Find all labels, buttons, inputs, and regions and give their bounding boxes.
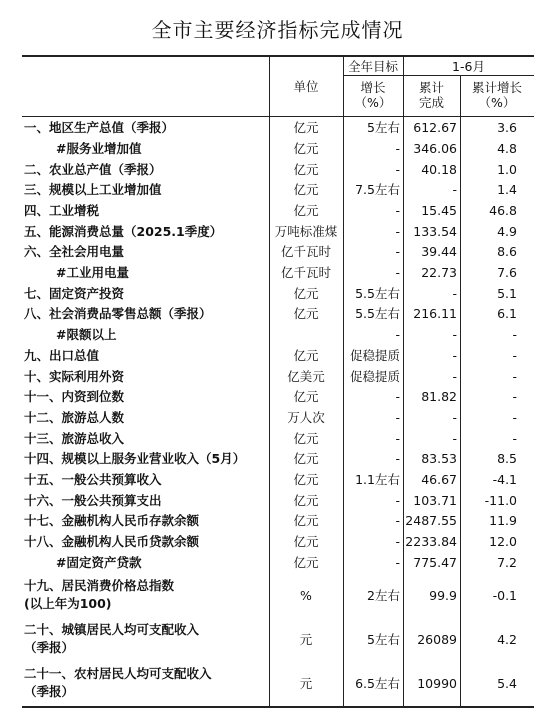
row-target: - [395,141,400,156]
header-target-growth [343,80,403,110]
row-growth: -0.1 [492,588,517,603]
row-name: 十七、金融机构人民币存款余额 [24,513,200,528]
row-growth: - [512,348,517,363]
row-name: 十五、一般公共预算收入 [24,472,162,487]
row-name: #固定资产贷款 [56,555,142,570]
table-bottom-rule [22,706,534,708]
row-name: #限额以上 [56,327,117,342]
row-done: 346.06 [413,141,457,156]
row-unit: 亿元 [293,534,319,549]
row-done: - [452,348,457,363]
row-name: 十三、旅游总收入 [24,431,125,446]
row-name: 十二、旅游总人数 [24,410,125,425]
row-unit: 亿元 [293,141,319,156]
row-unit: 亿元 [293,389,319,404]
row-name: #服务业增加值 [56,141,142,156]
row-unit: 元 [299,632,313,647]
row-done: 15.45 [421,203,457,218]
row-done: 40.18 [421,162,457,177]
row-done: 216.11 [413,306,457,321]
row-done: 133.54 [413,224,457,239]
row-done: 83.53 [421,451,457,466]
page-title: 全市主要经济指标完成情况 [151,18,404,42]
table-top-rule [22,55,534,57]
row-name: 一、地区生产总值（季报） [24,120,175,135]
row-unit: 万吨标准煤 [274,224,338,239]
row-unit: 亿元 [293,203,319,218]
row-target: 1.1左右 [355,472,400,487]
row-name: 二、农业总产值（季报） [24,162,162,177]
row-target: - [395,389,400,404]
row-done: - [452,369,457,384]
header-period-group: 1-6月 [452,59,485,74]
row-target: 2左右 [367,588,400,603]
row-done: 10990 [417,676,457,691]
row-name: 四、工业增税 [24,203,100,218]
row-done: - [452,410,457,425]
row-name: 十、实际利用外资 [24,369,125,384]
row-growth: - [512,327,517,342]
row-target: - [395,410,400,425]
row-target: - [395,244,400,259]
header-target-growth-line1: 增长 [360,80,386,95]
header-bottom-rule [22,116,534,117]
row-name: 六、全社会用电量 [24,244,125,259]
row-target: 5左右 [367,632,400,647]
row-growth: 46.8 [489,203,517,218]
row-done: 775.47 [413,555,457,570]
row-done: 39.44 [421,244,457,259]
header-unit: 单位 [293,79,319,94]
row-target: - [395,265,400,280]
header-cumulative-growth [460,80,534,110]
row-done: - [452,182,457,197]
row-target: 促稳提质 [349,348,400,363]
row-growth: 12.0 [489,534,517,549]
row-unit: 万人次 [287,410,325,425]
header-target-group: 全年目标 [347,59,398,74]
row-target: - [395,162,400,177]
row-unit: 亿元 [293,182,319,197]
header-cumulative-growth-line2: （%） [478,95,516,110]
row-growth: 4.2 [497,632,517,647]
row-name: 十九、居民消费价格总指数 [24,578,175,593]
row-target: - [395,431,400,446]
row-name: #工业用电量 [56,265,129,280]
row-unit: 亿元 [293,348,319,363]
row-target: - [395,513,400,528]
row-growth: 3.6 [497,120,517,135]
row-done: - [452,327,457,342]
row-done: 612.67 [413,120,457,135]
row-growth: 1.0 [497,162,517,177]
row-name: 十一、内资到位数 [24,389,125,404]
header-target-growth-line2: （%） [354,95,392,110]
row-name: 二十一、农村居民人均可支配收入 [24,666,212,681]
row-target: - [395,555,400,570]
header-cumulative-growth-line1: 累计增长 [471,80,522,95]
row-target: 5.5左右 [355,286,400,301]
row-name: 七、固定资产投资 [24,286,125,301]
row-target: - [395,493,400,508]
row-unit: 元 [299,676,313,691]
row-growth: 4.9 [497,224,517,239]
row-target: - [395,451,400,466]
row-unit: 亿元 [293,451,319,466]
row-growth: -4.1 [492,472,517,487]
row-done: 103.71 [413,493,457,508]
header-cumulative [403,80,460,110]
header-cumulative-line1: 累计 [418,80,444,95]
row-target: - [395,534,400,549]
row-growth: -11.0 [484,493,517,508]
row-name: 九、出口总值 [24,348,100,363]
row-growth: 5.4 [497,676,517,691]
row-growth: 7.6 [497,265,517,280]
row-name-note: （季报） [24,684,75,699]
row-growth: 5.1 [497,286,517,301]
row-unit: 亿元 [293,513,319,528]
row-growth: - [512,389,517,404]
row-unit: % [300,588,312,603]
row-growth: 8.6 [497,244,517,259]
row-name-note: (以上年为100) [24,596,112,611]
row-unit: 亿美元 [287,369,325,384]
row-done: 22.73 [421,265,457,280]
row-growth: 6.1 [497,306,517,321]
row-growth: 8.5 [497,451,517,466]
row-unit: 亿元 [293,431,319,446]
row-growth: - [512,410,517,425]
row-done: 99.9 [429,588,457,603]
row-target: 促稳提质 [349,369,400,384]
row-unit: 亿元 [293,472,319,487]
row-name: 二十、城镇居民人均可支配收入 [24,622,200,637]
row-name-note: （季报） [24,640,75,655]
row-target: 5.5左右 [355,306,400,321]
row-unit: 亿元 [293,286,319,301]
row-target: - [395,224,400,239]
row-growth: - [512,431,517,446]
row-growth: 11.9 [489,513,517,528]
row-target: - [395,203,400,218]
row-unit: 亿元 [293,120,319,135]
row-done: 26089 [417,632,457,647]
row-done: - [452,286,457,301]
row-done: 46.67 [421,472,457,487]
row-growth: 1.4 [497,182,517,197]
row-unit: 亿千瓦时 [280,244,331,259]
row-done: 81.82 [421,389,457,404]
row-unit: 亿元 [293,306,319,321]
row-growth: 4.8 [497,141,517,156]
row-name: 十六、一般公共预算支出 [24,493,162,508]
row-done: 2487.55 [405,513,457,528]
row-unit: 亿元 [293,555,319,570]
row-done: - [452,431,457,446]
row-target: 7.5左右 [355,182,400,197]
row-name: 五、能源消费总量（2025.1季度） [24,224,223,239]
row-unit: 亿元 [293,162,319,177]
row-done: 2233.84 [405,534,457,549]
row-unit: 亿元 [293,493,319,508]
header-cumulative-line2: 完成 [418,95,444,110]
row-target: - [395,327,400,342]
row-name: 十八、金融机构人民币贷款余额 [24,534,200,549]
row-name: 十四、规模以上服务业营业收入（5月） [24,451,246,466]
row-growth: - [512,369,517,384]
row-growth: 7.2 [497,555,517,570]
row-name: 八、社会消费品零售总额（季报） [24,306,212,321]
row-unit: 亿千瓦时 [280,265,331,280]
row-target: 5左右 [367,120,400,135]
row-name: 三、规模以上工业增加值 [24,182,162,197]
row-target: 6.5左右 [355,676,400,691]
header-group-rule [343,75,534,76]
